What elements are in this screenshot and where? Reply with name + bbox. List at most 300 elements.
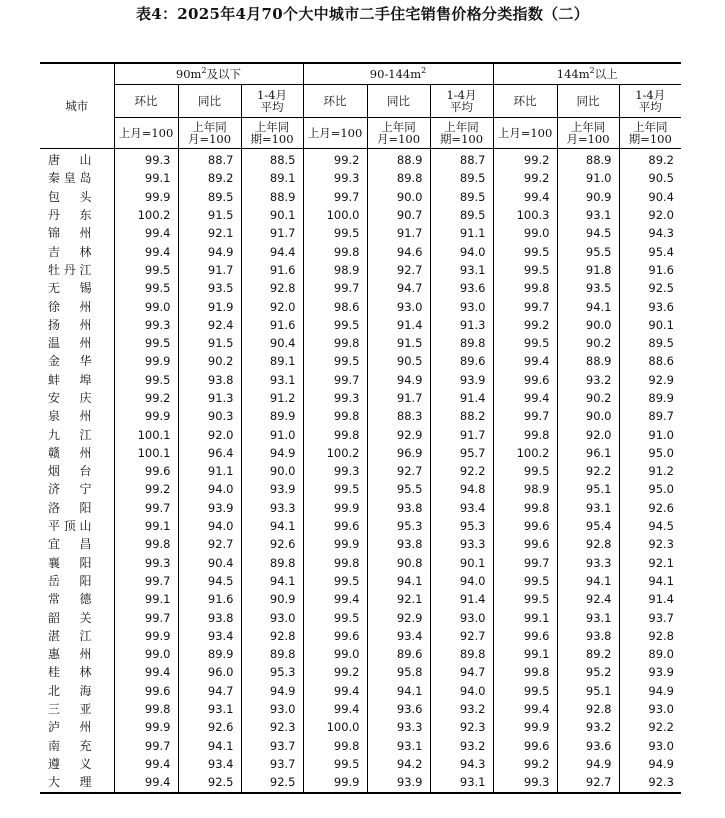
table-row <box>40 389 681 407</box>
index-value: 99.4 <box>493 389 557 407</box>
index-value: 92.7 <box>557 773 619 793</box>
ytd-base-line2: 期=100 <box>628 132 672 146</box>
ytd-base-line2: 期=100 <box>250 132 294 146</box>
city-column-header: 城市 <box>40 63 114 149</box>
city-name: 吉林 <box>48 244 92 259</box>
superscript: 2 <box>421 66 427 76</box>
ytd-label-line1: 1-4月 <box>635 88 666 102</box>
index-value: 99.8 <box>303 242 367 260</box>
index-value: 90.2 <box>178 352 241 370</box>
index-value: 89.7 <box>619 407 681 425</box>
city-name: 济宁 <box>48 482 92 497</box>
index-value: 94.5 <box>619 517 681 535</box>
index-value: 91.2 <box>241 389 303 407</box>
index-value: 95.0 <box>619 480 681 498</box>
index-value: 99.1 <box>114 517 178 535</box>
index-value: 91.3 <box>430 316 493 334</box>
index-value: 95.5 <box>367 480 430 498</box>
index-value: 88.2 <box>430 407 493 425</box>
index-value: 91.9 <box>178 297 241 315</box>
index-value: 99.9 <box>114 407 178 425</box>
index-value: 91.6 <box>619 261 681 279</box>
index-value: 90.5 <box>367 352 430 370</box>
yoy-base-header <box>367 118 430 149</box>
ytd-base-line1: 上年同 <box>633 120 668 134</box>
index-value: 92.6 <box>241 535 303 553</box>
index-value: 94.1 <box>178 737 241 755</box>
index-value: 99.5 <box>303 480 367 498</box>
index-value: 94.2 <box>367 755 430 773</box>
index-value: 95.1 <box>557 682 619 700</box>
index-value: 99.4 <box>303 590 367 608</box>
table-row <box>40 554 681 572</box>
table-row <box>40 590 681 608</box>
index-value: 99.5 <box>493 572 557 590</box>
index-value: 88.9 <box>557 352 619 370</box>
index-value: 95.3 <box>430 517 493 535</box>
city-name: 烟台 <box>48 464 92 479</box>
yoy-base-header <box>557 118 619 149</box>
index-value: 92.8 <box>241 279 303 297</box>
index-value: 99.5 <box>114 371 178 389</box>
index-value: 99.2 <box>303 149 367 170</box>
index-value: 95.1 <box>557 480 619 498</box>
index-value: 93.1 <box>241 371 303 389</box>
table-row <box>40 169 681 187</box>
index-value: 92.3 <box>430 718 493 736</box>
city-name: 泉州 <box>48 409 92 424</box>
index-value: 94.9 <box>367 371 430 389</box>
index-value: 92.4 <box>178 316 241 334</box>
index-value: 99.6 <box>493 371 557 389</box>
index-value: 89.5 <box>619 334 681 352</box>
index-value: 93.9 <box>367 773 430 793</box>
ytd-base-header <box>619 118 681 149</box>
city-name: 扬州 <box>48 317 92 332</box>
yoy-header: 同比 <box>367 85 430 118</box>
index-value: 92.0 <box>241 297 303 315</box>
index-value: 99.8 <box>493 425 557 443</box>
index-value: 95.3 <box>367 517 430 535</box>
index-value: 91.6 <box>241 261 303 279</box>
index-value: 99.7 <box>114 608 178 626</box>
yoy-header: 同比 <box>178 85 241 118</box>
index-value: 99.6 <box>303 627 367 645</box>
index-value: 94.9 <box>619 755 681 773</box>
city-name: 惠州 <box>48 647 92 662</box>
index-value: 99.6 <box>303 517 367 535</box>
city-name: 安庆 <box>48 391 92 405</box>
index-value: 95.2 <box>557 663 619 681</box>
city-name: 泸州 <box>48 720 92 735</box>
index-value: 95.8 <box>367 663 430 681</box>
index-value: 94.7 <box>178 682 241 700</box>
yoy-base-line2: 月=100 <box>376 132 421 146</box>
index-value: 99.7 <box>493 554 557 572</box>
city-name: 宜昌 <box>48 537 92 552</box>
index-value: 93.4 <box>178 627 241 645</box>
index-value: 91.1 <box>178 462 241 480</box>
index-value: 98.6 <box>303 297 367 315</box>
index-value: 99.4 <box>114 663 178 681</box>
index-value: 92.7 <box>430 627 493 645</box>
index-value: 92.3 <box>241 718 303 736</box>
index-value: 99.7 <box>493 407 557 425</box>
index-value: 91.5 <box>367 334 430 352</box>
index-value: 89.6 <box>367 645 430 663</box>
index-value: 99.5 <box>493 334 557 352</box>
table-row <box>40 682 681 700</box>
index-value: 99.4 <box>303 682 367 700</box>
city-name: 无锡 <box>48 281 92 296</box>
index-value: 99.3 <box>114 554 178 572</box>
index-value: 93.6 <box>430 279 493 297</box>
table-row <box>40 645 681 663</box>
index-value: 92.7 <box>367 462 430 480</box>
index-value: 94.9 <box>241 682 303 700</box>
table-header <box>40 63 681 149</box>
index-value: 88.7 <box>430 149 493 170</box>
city-name: 韶关 <box>48 610 92 625</box>
table-row <box>40 279 681 297</box>
index-value: 92.7 <box>367 261 430 279</box>
city-name: 桂林 <box>48 665 92 680</box>
city-name: 三亚 <box>48 702 92 717</box>
index-value: 93.5 <box>178 279 241 297</box>
index-value: 92.8 <box>241 627 303 645</box>
index-value: 95.3 <box>241 663 303 681</box>
table-row <box>40 462 681 480</box>
index-value: 94.9 <box>241 444 303 462</box>
index-value: 96.0 <box>178 663 241 681</box>
mom-header: 环比 <box>303 85 367 118</box>
table-title: 表4：2025年4月70个大中城市二手住宅销售价格分类指数（二） <box>135 5 590 23</box>
index-value: 99.5 <box>493 242 557 260</box>
index-value: 90.0 <box>557 316 619 334</box>
index-value: 94.1 <box>367 682 430 700</box>
index-value: 95.5 <box>557 242 619 260</box>
table-row <box>40 425 681 443</box>
index-value: 89.1 <box>241 352 303 370</box>
table-row <box>40 261 681 279</box>
index-value: 89.5 <box>178 188 241 206</box>
index-value: 99.0 <box>114 645 178 663</box>
index-value: 93.0 <box>619 737 681 755</box>
index-value: 93.7 <box>241 737 303 755</box>
index-value: 99.2 <box>114 480 178 498</box>
index-value: 94.7 <box>430 663 493 681</box>
index-value: 94.7 <box>367 279 430 297</box>
city-name: 北海 <box>48 683 92 698</box>
index-value: 99.8 <box>303 407 367 425</box>
index-value: 93.4 <box>178 755 241 773</box>
table-row <box>40 627 681 645</box>
index-value: 99.8 <box>114 700 178 718</box>
index-value: 99.6 <box>114 682 178 700</box>
index-value: 99.9 <box>114 627 178 645</box>
index-value: 92.0 <box>557 425 619 443</box>
superscript: 2 <box>589 66 595 76</box>
index-value: 94.0 <box>430 242 493 260</box>
yoy-base-line2: 月=100 <box>187 132 232 146</box>
index-value: 94.3 <box>619 224 681 242</box>
index-value: 90.4 <box>619 188 681 206</box>
index-value: 99.4 <box>114 773 178 793</box>
index-value: 89.8 <box>430 645 493 663</box>
index-value: 100.1 <box>114 425 178 443</box>
index-value: 91.8 <box>557 261 619 279</box>
index-value: 92.9 <box>619 371 681 389</box>
mom-base-header: 上月=100 <box>493 118 557 149</box>
table-row <box>40 517 681 535</box>
price-index-table <box>40 62 681 794</box>
city-name: 湛江 <box>48 628 92 643</box>
index-value: 94.9 <box>557 755 619 773</box>
index-value: 94.3 <box>430 755 493 773</box>
index-value: 93.7 <box>619 608 681 626</box>
index-value: 100.3 <box>493 206 557 224</box>
yoy-header: 同比 <box>557 85 619 118</box>
index-value: 99.2 <box>493 169 557 187</box>
index-value: 93.2 <box>557 371 619 389</box>
index-value: 99.2 <box>114 389 178 407</box>
index-value: 99.8 <box>303 334 367 352</box>
ytd-average-header <box>619 85 681 118</box>
index-value: 91.0 <box>241 425 303 443</box>
index-value: 90.1 <box>619 316 681 334</box>
city-name: 赣州 <box>48 445 92 460</box>
table-row <box>40 755 681 773</box>
index-value: 91.4 <box>619 590 681 608</box>
index-value: 90.0 <box>241 462 303 480</box>
index-value: 92.1 <box>178 224 241 242</box>
index-value: 92.6 <box>178 718 241 736</box>
index-value: 99.8 <box>303 737 367 755</box>
index-value: 99.4 <box>303 700 367 718</box>
index-value: 90.2 <box>557 389 619 407</box>
index-value: 93.1 <box>430 261 493 279</box>
index-value: 93.3 <box>367 718 430 736</box>
index-value: 89.2 <box>619 149 681 170</box>
index-value: 89.1 <box>241 169 303 187</box>
size-group-suffix: 以上 <box>594 67 618 81</box>
index-value: 91.7 <box>178 261 241 279</box>
table-row <box>40 407 681 425</box>
index-value: 92.5 <box>241 773 303 793</box>
size-group-header <box>493 63 681 85</box>
index-value: 93.2 <box>430 737 493 755</box>
table-row <box>40 737 681 755</box>
index-value: 92.8 <box>619 627 681 645</box>
index-value: 99.0 <box>493 224 557 242</box>
index-value: 91.7 <box>430 425 493 443</box>
index-value: 91.4 <box>367 316 430 334</box>
size-group-label: 90-144m <box>369 67 422 81</box>
index-value: 99.8 <box>303 554 367 572</box>
index-value: 99.3 <box>303 389 367 407</box>
index-value: 92.8 <box>557 535 619 553</box>
index-value: 92.5 <box>178 773 241 793</box>
index-value: 93.8 <box>178 371 241 389</box>
index-value: 99.2 <box>493 755 557 773</box>
index-value: 99.9 <box>114 718 178 736</box>
size-group-suffix: 及以下 <box>206 67 242 81</box>
index-value: 93.1 <box>367 737 430 755</box>
index-value: 95.0 <box>619 444 681 462</box>
ytd-base-header <box>241 118 303 149</box>
index-value: 93.2 <box>557 718 619 736</box>
index-value: 91.7 <box>367 224 430 242</box>
ytd-label-line1: 1-4月 <box>256 88 288 102</box>
yoy-base-line1: 上年同 <box>381 120 416 134</box>
index-value: 93.1 <box>557 608 619 626</box>
index-value: 90.9 <box>557 188 619 206</box>
table-row <box>40 700 681 718</box>
table-row <box>40 608 681 626</box>
index-value: 94.0 <box>430 572 493 590</box>
index-value: 99.7 <box>303 371 367 389</box>
index-value: 88.9 <box>241 188 303 206</box>
ytd-base-line1: 上年同 <box>444 120 479 134</box>
city-name: 蚌埠 <box>48 372 92 387</box>
index-value: 93.4 <box>430 499 493 517</box>
index-value: 100.2 <box>114 206 178 224</box>
index-value: 99.3 <box>493 773 557 793</box>
index-value: 99.3 <box>303 169 367 187</box>
city-name: 温州 <box>48 336 92 351</box>
index-value: 88.3 <box>367 407 430 425</box>
index-value: 99.5 <box>303 224 367 242</box>
index-value: 99.6 <box>114 462 178 480</box>
index-value: 99.2 <box>303 663 367 681</box>
index-value: 92.2 <box>430 462 493 480</box>
index-value: 91.1 <box>430 224 493 242</box>
index-value: 99.7 <box>114 737 178 755</box>
index-value: 89.0 <box>619 645 681 663</box>
city-name: 襄阳 <box>48 555 92 570</box>
city-name: 秦皇岛 <box>48 171 92 186</box>
index-value: 99.4 <box>114 242 178 260</box>
index-value: 90.3 <box>178 407 241 425</box>
index-value: 89.5 <box>430 169 493 187</box>
index-value: 99.8 <box>493 499 557 517</box>
city-name: 平顶山 <box>48 519 92 534</box>
city-name: 丹东 <box>48 208 92 223</box>
index-value: 100.1 <box>114 444 178 462</box>
index-value: 88.9 <box>557 149 619 170</box>
ytd-label-line1: 1-4月 <box>446 88 477 102</box>
index-value: 94.1 <box>557 297 619 315</box>
index-value: 93.8 <box>178 608 241 626</box>
index-value: 92.9 <box>367 425 430 443</box>
index-value: 96.9 <box>367 444 430 462</box>
index-value: 95.7 <box>430 444 493 462</box>
city-name: 唐山 <box>48 153 92 168</box>
index-value: 94.9 <box>178 242 241 260</box>
index-value: 90.5 <box>619 169 681 187</box>
index-value: 99.5 <box>114 261 178 279</box>
index-value: 99.5 <box>303 316 367 334</box>
city-name: 岳阳 <box>48 573 92 588</box>
table-row <box>40 773 681 793</box>
ytd-average-header <box>430 85 493 118</box>
city-name: 洛阳 <box>48 500 92 515</box>
index-value: 89.5 <box>430 188 493 206</box>
city-name: 九江 <box>48 427 92 442</box>
index-value: 93.2 <box>430 700 493 718</box>
index-value: 95.4 <box>557 517 619 535</box>
index-value: 99.5 <box>114 279 178 297</box>
index-value: 92.6 <box>619 499 681 517</box>
index-value: 94.4 <box>241 242 303 260</box>
index-value: 99.1 <box>114 590 178 608</box>
index-value: 99.5 <box>493 261 557 279</box>
table-row <box>40 444 681 462</box>
table-row <box>40 535 681 553</box>
ytd-base-line2: 期=100 <box>439 132 484 146</box>
index-value: 91.4 <box>430 590 493 608</box>
index-value: 99.8 <box>303 425 367 443</box>
index-value: 93.0 <box>619 700 681 718</box>
index-value: 99.5 <box>303 572 367 590</box>
table-row <box>40 480 681 498</box>
index-value: 90.0 <box>557 407 619 425</box>
table-row <box>40 242 681 260</box>
index-value: 90.1 <box>430 554 493 572</box>
index-value: 93.4 <box>367 627 430 645</box>
table-row <box>40 663 681 681</box>
index-value: 92.9 <box>367 608 430 626</box>
index-value: 90.0 <box>367 188 430 206</box>
ytd-label-line2: 平均 <box>450 100 473 114</box>
index-value: 96.1 <box>557 444 619 462</box>
index-value: 99.1 <box>114 169 178 187</box>
index-value: 99.3 <box>303 462 367 480</box>
index-value: 91.4 <box>430 389 493 407</box>
index-value: 89.8 <box>430 334 493 352</box>
index-value: 94.1 <box>241 517 303 535</box>
index-value: 93.9 <box>241 480 303 498</box>
index-value: 99.9 <box>493 718 557 736</box>
index-value: 93.3 <box>430 535 493 553</box>
index-value: 98.9 <box>303 261 367 279</box>
index-value: 91.3 <box>178 389 241 407</box>
size-group-header <box>303 63 493 85</box>
index-value: 99.5 <box>114 334 178 352</box>
index-value: 93.6 <box>557 737 619 755</box>
index-value: 100.0 <box>303 206 367 224</box>
index-value: 93.8 <box>557 627 619 645</box>
index-value: 92.5 <box>619 279 681 297</box>
index-value: 89.5 <box>430 206 493 224</box>
index-value: 90.8 <box>367 554 430 572</box>
index-value: 99.4 <box>114 755 178 773</box>
index-value: 89.9 <box>619 389 681 407</box>
index-value: 93.9 <box>430 371 493 389</box>
index-value: 90.1 <box>241 206 303 224</box>
ytd-base-line1: 上年同 <box>254 120 290 134</box>
mom-base-header: 上月=100 <box>114 118 178 149</box>
index-value: 92.0 <box>619 206 681 224</box>
index-value: 99.3 <box>114 316 178 334</box>
ytd-label-line2: 平均 <box>638 100 662 114</box>
city-name: 南充 <box>48 738 92 753</box>
index-value: 99.5 <box>493 462 557 480</box>
index-value: 99.7 <box>303 188 367 206</box>
city-name: 遵义 <box>48 756 92 771</box>
index-value: 93.1 <box>557 499 619 517</box>
index-value: 94.5 <box>557 224 619 242</box>
